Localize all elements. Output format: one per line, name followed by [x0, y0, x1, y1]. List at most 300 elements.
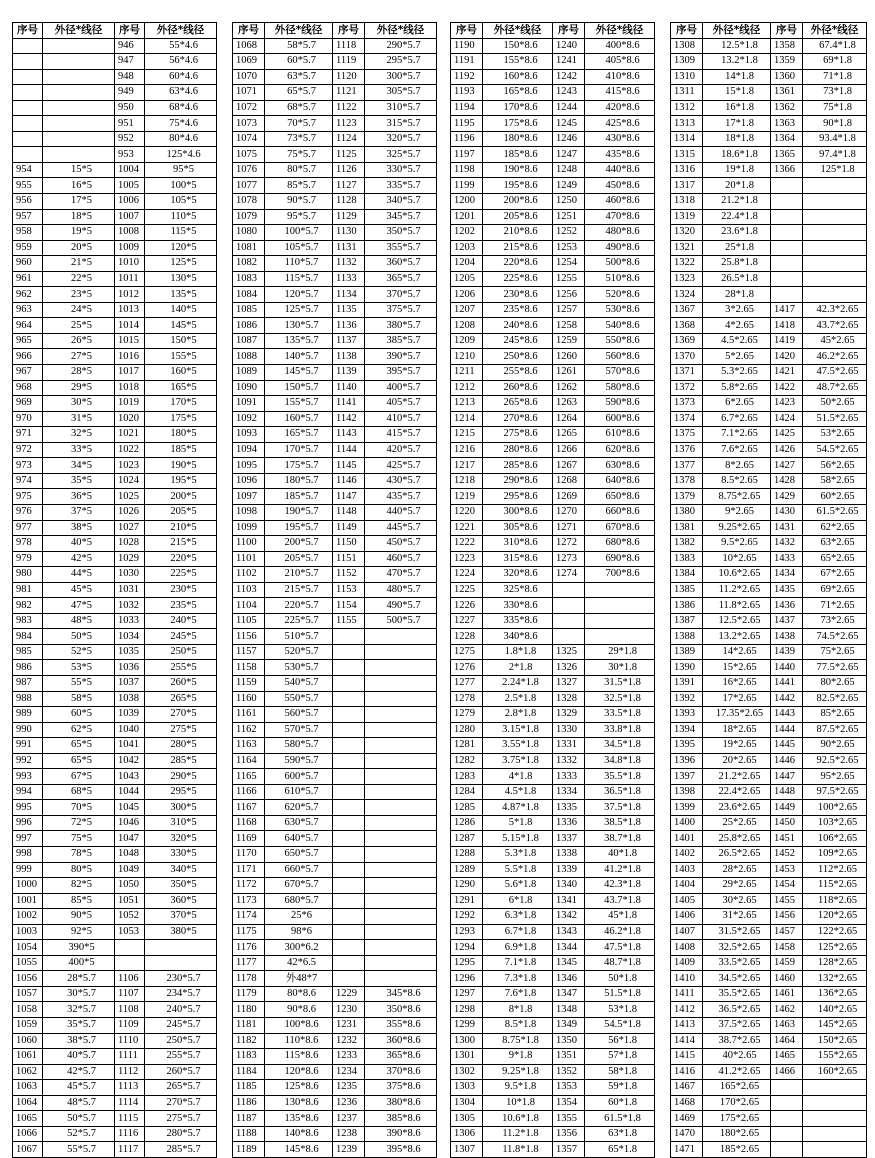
- dimension-cell: 690*8.6: [585, 551, 655, 567]
- dimension-cell: 38.7*2.65: [703, 1033, 771, 1049]
- dimension-cell: 55*5: [43, 675, 115, 691]
- table-row: [451, 536, 655, 552]
- dimension-cell: [803, 1142, 867, 1158]
- seq-number-cell: 1413: [671, 1018, 703, 1034]
- dimension-cell: 155*5: [145, 349, 217, 365]
- seq-number-cell: 1432: [771, 536, 803, 552]
- table-row: [451, 940, 655, 956]
- dimension-cell: 65*2.65: [803, 551, 867, 567]
- seq-number-cell: 1118: [333, 38, 365, 54]
- seq-number-cell: 1294: [451, 940, 483, 956]
- seq-number-cell: 967: [13, 365, 43, 381]
- seq-number-cell: 959: [13, 240, 43, 256]
- table-row: [13, 722, 217, 738]
- table-row: [13, 691, 217, 707]
- dimension-cell: 93.4*1.8: [803, 131, 867, 147]
- table-row: [233, 162, 437, 178]
- dimension-cell: 680*5.7: [265, 893, 333, 909]
- table-row: [13, 1142, 217, 1158]
- dimension-cell: 620*5.7: [265, 800, 333, 816]
- seq-number-cell: [333, 644, 365, 660]
- seq-number-cell: 1179: [233, 986, 265, 1002]
- seq-number-cell: 1405: [671, 893, 703, 909]
- seq-number-cell: 970: [13, 411, 43, 427]
- table-row: [451, 349, 655, 365]
- seq-number-cell: [333, 971, 365, 987]
- dimension-cell: 155*5.7: [265, 396, 333, 412]
- table-row: [233, 411, 437, 427]
- dimension-cell: [365, 629, 437, 645]
- seq-number-cell: 1096: [233, 473, 265, 489]
- seq-number-cell: 1333: [553, 769, 585, 785]
- dimension-cell: 38*5.7: [43, 1033, 115, 1049]
- seq-number-cell: 1128: [333, 194, 365, 210]
- table-row: [13, 862, 217, 878]
- seq-number-cell: 1237: [333, 1111, 365, 1127]
- table-row: [233, 831, 437, 847]
- table-row: [671, 567, 867, 583]
- seq-number-cell: [13, 147, 43, 163]
- seq-number-cell: 1441: [771, 675, 803, 691]
- dimension-cell: 470*8.6: [585, 209, 655, 225]
- seq-number-cell: 1201: [451, 209, 483, 225]
- table-row: [233, 815, 437, 831]
- table-row: [451, 333, 655, 349]
- seq-number-cell: 1097: [233, 489, 265, 505]
- table-row: [233, 85, 437, 101]
- dimension-cell: 145*5: [145, 318, 217, 334]
- seq-number-cell: 1173: [233, 893, 265, 909]
- dimension-cell: 42.3*1.8: [585, 878, 655, 894]
- seq-number-cell: 1225: [451, 582, 483, 598]
- table-row: [13, 551, 217, 567]
- dimension-cell: 435*8.6: [585, 147, 655, 163]
- table-body: [233, 38, 437, 1157]
- seq-number-cell: 1354: [553, 1095, 585, 1111]
- table-row: [451, 893, 655, 909]
- dimension-cell: 315*5.7: [365, 116, 437, 132]
- seq-number-cell: 1397: [671, 769, 703, 785]
- table-row: [451, 131, 655, 147]
- dimension-cell: 165*5: [145, 380, 217, 396]
- seq-number-cell: 1390: [671, 660, 703, 676]
- dimension-cell: 115*2.65: [803, 878, 867, 894]
- dimension-cell: 165*5.7: [265, 427, 333, 443]
- seq-number-cell: 1357: [553, 1142, 585, 1158]
- dimension-cell: 6.3*1.8: [483, 909, 553, 925]
- seq-number-cell: 1248: [553, 162, 585, 178]
- dimension-cell: 570*5.7: [265, 722, 333, 738]
- seq-number-cell: 986: [13, 660, 43, 676]
- table-row: [451, 644, 655, 660]
- dimension-cell: 38*5: [43, 520, 115, 536]
- dimension-cell: 250*5: [145, 644, 217, 660]
- table-row: [451, 567, 655, 583]
- dimension-cell: 560*5.7: [265, 707, 333, 723]
- seq-number-cell: 1271: [553, 520, 585, 536]
- table-row: [451, 924, 655, 940]
- dimension-cell: 61.5*2.65: [803, 504, 867, 520]
- dimension-cell: 8.75*2.65: [703, 489, 771, 505]
- table-row: [671, 69, 867, 85]
- table-row: [671, 411, 867, 427]
- dimension-cell: [803, 1080, 867, 1096]
- dimension-cell: 63*1.8: [585, 1126, 655, 1142]
- seq-number-cell: 985: [13, 644, 43, 660]
- dimension-cell: 51.5*2.65: [803, 411, 867, 427]
- dimension-cell: 185*2.65: [703, 1142, 771, 1158]
- dimension-cell: 68*5: [43, 784, 115, 800]
- seq-number-cell: 1445: [771, 738, 803, 754]
- seq-number-cell: 956: [13, 194, 43, 210]
- seq-number-cell: 950: [115, 100, 145, 116]
- seq-number-cell: 1059: [13, 1018, 43, 1034]
- dimension-cell: 87.5*2.65: [803, 722, 867, 738]
- table-row: [451, 54, 655, 70]
- table-row: [671, 769, 867, 785]
- table-row: [671, 427, 867, 443]
- dimension-cell: 35*5.7: [43, 1018, 115, 1034]
- seq-number-cell: 1142: [333, 411, 365, 427]
- table-row: [451, 909, 655, 925]
- table-row: [451, 846, 655, 862]
- seq-number-cell: 965: [13, 333, 43, 349]
- seq-number-cell: 1206: [451, 287, 483, 303]
- dimension-cell: 330*5.7: [365, 162, 437, 178]
- dimension-cell: 395*5.7: [365, 365, 437, 381]
- seq-number-cell: 1325: [553, 644, 585, 660]
- table-row: [671, 675, 867, 691]
- seq-number-cell: 1127: [333, 178, 365, 194]
- dimension-cell: 16*1.8: [703, 100, 771, 116]
- seq-number-cell: 1145: [333, 458, 365, 474]
- table-row: [233, 147, 437, 163]
- dimension-cell: 385*5.7: [365, 333, 437, 349]
- table-row: [233, 225, 437, 241]
- seq-number-cell: 1458: [771, 940, 803, 956]
- seq-number-cell: 1382: [671, 536, 703, 552]
- table-row: [671, 458, 867, 474]
- dimension-cell: 325*5.7: [365, 147, 437, 163]
- seq-number-cell: 995: [13, 800, 43, 816]
- dimension-cell: 7.6*2.65: [703, 442, 771, 458]
- seq-number-cell: 1308: [671, 38, 703, 54]
- seq-number-cell: 1122: [333, 100, 365, 116]
- dimension-cell: [365, 940, 437, 956]
- dimension-cell: 35.5*2.65: [703, 986, 771, 1002]
- seq-number-cell: 1022: [115, 442, 145, 458]
- dimension-cell: 85*2.65: [803, 707, 867, 723]
- dimension-cell: [365, 971, 437, 987]
- dimension-cell: 12.5*1.8: [703, 38, 771, 54]
- table-row: [233, 349, 437, 365]
- seq-number-cell: 1119: [333, 54, 365, 70]
- table-row: [671, 116, 867, 132]
- table-row: [233, 333, 437, 349]
- dimension-cell: [803, 287, 867, 303]
- dimension-cell: 120*5: [145, 240, 217, 256]
- seq-number-cell: 1463: [771, 1018, 803, 1034]
- table-row: [671, 240, 867, 256]
- seq-number-cell: 1200: [451, 194, 483, 210]
- seq-number-cell: [771, 1095, 803, 1111]
- dimension-cell: 4*1.8: [483, 769, 553, 785]
- table-row: [13, 629, 217, 645]
- seq-number-cell: 1180: [233, 1002, 265, 1018]
- dimension-cell: 125*8.6: [265, 1080, 333, 1096]
- seq-number-cell: 1048: [115, 846, 145, 862]
- seq-number-cell: 978: [13, 536, 43, 552]
- dimension-cell: 92.5*2.65: [803, 753, 867, 769]
- dimension-cell: 18*2.65: [703, 722, 771, 738]
- dimension-cell: 20*2.65: [703, 753, 771, 769]
- seq-number-cell: 1285: [451, 800, 483, 816]
- dimension-cell: 590*8.6: [585, 396, 655, 412]
- seq-number-cell: 1292: [451, 909, 483, 925]
- seq-number-cell: 1167: [233, 800, 265, 816]
- seq-number-cell: 1416: [671, 1064, 703, 1080]
- dimension-cell: 450*5.7: [365, 536, 437, 552]
- table-row: [233, 256, 437, 272]
- dimension-cell: 73*5.7: [265, 131, 333, 147]
- table-row: [451, 722, 655, 738]
- seq-number-cell: 1370: [671, 349, 703, 365]
- seq-number-cell: 1171: [233, 862, 265, 878]
- seq-number-cell: 1035: [115, 644, 145, 660]
- table-row: [671, 924, 867, 940]
- seq-number-cell: 989: [13, 707, 43, 723]
- seq-number-cell: 1361: [771, 85, 803, 101]
- dimension-cell: 60*1.8: [585, 1095, 655, 1111]
- table-row: [13, 240, 217, 256]
- table-row: [233, 971, 437, 987]
- seq-number-cell: 1412: [671, 1002, 703, 1018]
- seq-number-cell: 1293: [451, 924, 483, 940]
- dimension-cell: 225*8.6: [483, 271, 553, 287]
- dimension-cell: 8*2.65: [703, 458, 771, 474]
- table-row: [451, 1018, 655, 1034]
- table-row: [13, 162, 217, 178]
- seq-number-cell: 992: [13, 753, 43, 769]
- dimension-cell: 115*8.6: [265, 1049, 333, 1065]
- seq-number-cell: 1322: [671, 256, 703, 272]
- seq-number-cell: 1006: [115, 194, 145, 210]
- dimension-cell: 65*5: [43, 753, 115, 769]
- table-row: [451, 769, 655, 785]
- table-row: [671, 955, 867, 971]
- dimension-cell: 74.5*2.65: [803, 629, 867, 645]
- seq-number-cell: 1240: [553, 38, 585, 54]
- dimension-cell: 4.5*2.65: [703, 333, 771, 349]
- table-row: [233, 194, 437, 210]
- table-row: [233, 365, 437, 381]
- seq-number-cell: 1466: [771, 1064, 803, 1080]
- table-row: [233, 396, 437, 412]
- seq-number-cell: [333, 893, 365, 909]
- seq-number-cell: 963: [13, 302, 43, 318]
- dimension-cell: 10.6*1.8: [483, 1111, 553, 1127]
- seq-number-cell: 997: [13, 831, 43, 847]
- seq-number-cell: 1268: [553, 473, 585, 489]
- table-row: [671, 909, 867, 925]
- dimension-cell: 540*5.7: [265, 675, 333, 691]
- seq-number-cell: 1110: [115, 1033, 145, 1049]
- dimension-cell: 92*5: [43, 924, 115, 940]
- dimension-cell: 8*1.8: [483, 1002, 553, 1018]
- seq-number-cell: 1439: [771, 644, 803, 660]
- table-row: [233, 800, 437, 816]
- seq-number-cell: 1245: [553, 116, 585, 132]
- dimension-cell: 365*5.7: [365, 271, 437, 287]
- dimension-cell: 118*2.65: [803, 893, 867, 909]
- dimension-cell: 45*1.8: [585, 909, 655, 925]
- seq-number-cell: 1132: [333, 256, 365, 272]
- seq-number-cell: 1341: [553, 893, 585, 909]
- dimension-cell: 12.5*2.65: [703, 613, 771, 629]
- seq-number-cell: 1130: [333, 225, 365, 241]
- dimension-cell: 245*5.7: [145, 1018, 217, 1034]
- dimension-cell: 630*5.7: [265, 815, 333, 831]
- seq-number-cell: 1223: [451, 551, 483, 567]
- seq-number-cell: 1272: [553, 536, 585, 552]
- table-row: [671, 54, 867, 70]
- dimension-cell: 25*6: [265, 909, 333, 925]
- seq-number-cell: 1162: [233, 722, 265, 738]
- seq-number-cell: 1098: [233, 504, 265, 520]
- dimension-cell: 100*2.65: [803, 800, 867, 816]
- seq-number-cell: 1366: [771, 162, 803, 178]
- dimension-cell: 71*1.8: [803, 69, 867, 85]
- seq-number-cell: 1070: [233, 69, 265, 85]
- table-row: [233, 1033, 437, 1049]
- dimension-cell: 22.4*1.8: [703, 209, 771, 225]
- dimension-cell: 11.2*1.8: [483, 1126, 553, 1142]
- seq-number-cell: 1437: [771, 613, 803, 629]
- dimension-cell: 18*1.8: [703, 131, 771, 147]
- seq-number-cell: [115, 940, 145, 956]
- table-row: [671, 644, 867, 660]
- seq-number-cell: 1435: [771, 582, 803, 598]
- dimension-cell: 36.5*2.65: [703, 1002, 771, 1018]
- seq-number-cell: 1373: [671, 396, 703, 412]
- seq-number-cell: 1181: [233, 1018, 265, 1034]
- table-row: [451, 411, 655, 427]
- table-row: [233, 38, 437, 54]
- table-row: [233, 473, 437, 489]
- table-row: [451, 800, 655, 816]
- seq-number-cell: 1031: [115, 582, 145, 598]
- seq-number-cell: 1252: [553, 225, 585, 241]
- table-row: [233, 629, 437, 645]
- seq-number-cell: 1005: [115, 178, 145, 194]
- dimension-cell: 200*8.6: [483, 194, 553, 210]
- seq-number-cell: 1336: [553, 815, 585, 831]
- dimension-cell: 345*5.7: [365, 209, 437, 225]
- table-row: [13, 411, 217, 427]
- dimension-cell: 38.7*1.8: [585, 831, 655, 847]
- dimension-cell: 97.4*1.8: [803, 147, 867, 163]
- dimension-cell: 10.6*2.65: [703, 567, 771, 583]
- seq-number-cell: 1371: [671, 365, 703, 381]
- table-row: [671, 38, 867, 54]
- dimension-cell: [145, 940, 217, 956]
- dimension-cell: 340*5: [145, 862, 217, 878]
- table-row: [13, 598, 217, 614]
- table-row: [233, 784, 437, 800]
- seq-number-cell: 1385: [671, 582, 703, 598]
- dimension-cell: 14*2.65: [703, 644, 771, 660]
- seq-number-cell: 1199: [451, 178, 483, 194]
- dimension-cell: 390*5.7: [365, 349, 437, 365]
- dimension-cell: 140*5.7: [265, 349, 333, 365]
- seq-number-cell: 982: [13, 598, 43, 614]
- seq-number-cell: 1297: [451, 986, 483, 1002]
- seq-number-cell: 1113: [115, 1080, 145, 1096]
- dimension-cell: 380*5.7: [365, 318, 437, 334]
- dimension-cell: 5.15*1.8: [483, 831, 553, 847]
- dimension-cell: 240*8.6: [483, 318, 553, 334]
- seq-number-cell: 1184: [233, 1064, 265, 1080]
- table-row: [451, 971, 655, 987]
- table-row: [451, 100, 655, 116]
- seq-number-cell: 1415: [671, 1049, 703, 1065]
- dimension-cell: 42*5.7: [43, 1064, 115, 1080]
- seq-number-cell: 1356: [553, 1126, 585, 1142]
- dimension-cell: 305*5.7: [365, 85, 437, 101]
- dimension-cell: 53*1.8: [585, 1002, 655, 1018]
- seq-number-cell: 1182: [233, 1033, 265, 1049]
- seq-number-cell: 968: [13, 380, 43, 396]
- seq-number-cell: 979: [13, 551, 43, 567]
- seq-number-cell: 1126: [333, 162, 365, 178]
- dimension-cell: 330*8.6: [483, 598, 553, 614]
- dimension-cell: 29*2.65: [703, 878, 771, 894]
- dimension-cell: 270*5: [145, 707, 217, 723]
- dimension-cell: 27*5: [43, 349, 115, 365]
- dimension-cell: 295*8.6: [483, 489, 553, 505]
- seq-number-cell: 980: [13, 567, 43, 583]
- dimension-cell: 120*8.6: [265, 1064, 333, 1080]
- seq-number-cell: [771, 1111, 803, 1127]
- seq-number-cell: 1444: [771, 722, 803, 738]
- dimension-cell: 360*5: [145, 893, 217, 909]
- dimension-cell: 185*5.7: [265, 489, 333, 505]
- dimension-cell: [803, 256, 867, 272]
- table-row: [671, 707, 867, 723]
- header-dimension: 外径*线径: [585, 23, 655, 39]
- seq-number-cell: 1131: [333, 240, 365, 256]
- dimension-cell: [585, 582, 655, 598]
- seq-number-cell: 1036: [115, 660, 145, 676]
- dimension-cell: 175*5.7: [265, 458, 333, 474]
- table-row: [671, 831, 867, 847]
- table-row: [671, 1142, 867, 1158]
- table-row: [451, 753, 655, 769]
- seq-number-cell: 1436: [771, 598, 803, 614]
- dimension-cell: 310*5: [145, 815, 217, 831]
- table-row: [451, 551, 655, 567]
- seq-number-cell: 1178: [233, 971, 265, 987]
- dimension-cell: 25*1.8: [703, 240, 771, 256]
- dimension-cell: 46.2*1.8: [585, 924, 655, 940]
- dimension-cell: 160*5: [145, 365, 217, 381]
- seq-number-cell: 1043: [115, 769, 145, 785]
- table-row: [233, 940, 437, 956]
- seq-number-cell: 1020: [115, 411, 145, 427]
- table-row: [451, 473, 655, 489]
- seq-number-cell: 1154: [333, 598, 365, 614]
- seq-number-cell: 1419: [771, 333, 803, 349]
